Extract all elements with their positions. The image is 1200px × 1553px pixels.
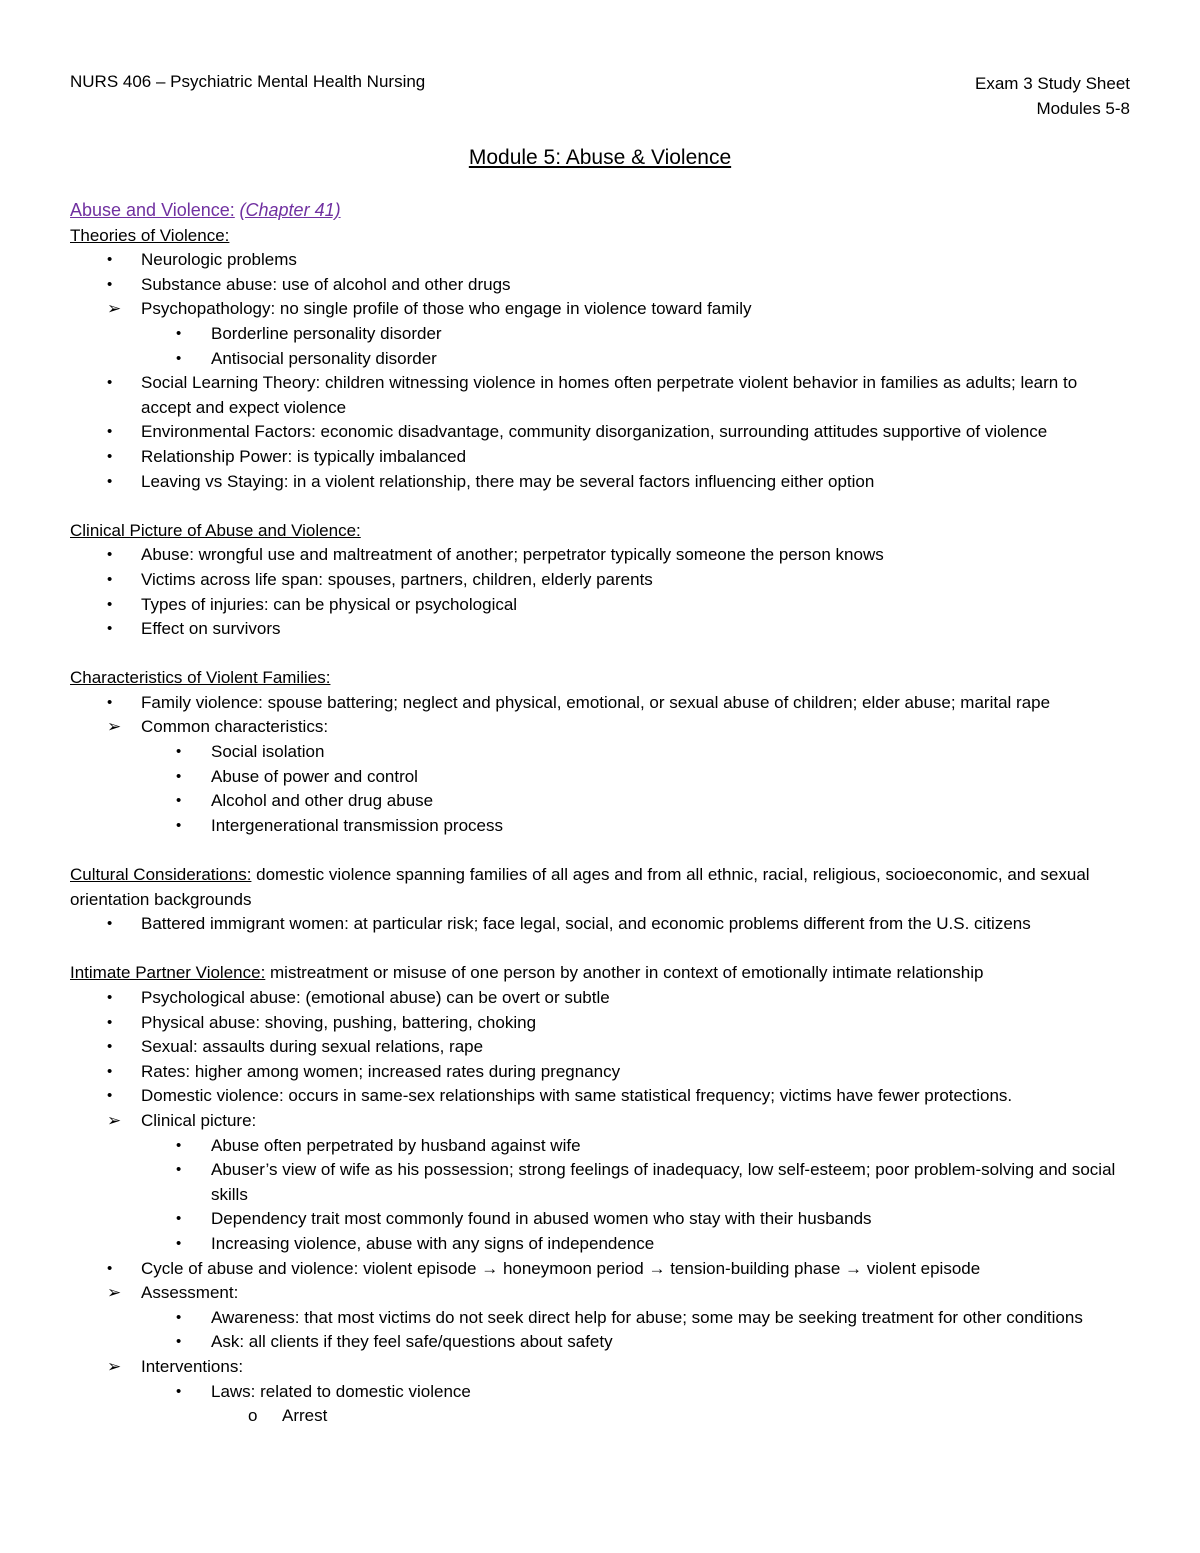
list-item: • Psychological abuse: (emotional abuse) can be overt or subtle [70,986,1130,1011]
bullet-icon: • [107,1259,113,1277]
spacer [70,937,1130,962]
list-item: • Family violence: spouse battering; neglect and physical, emotional, or sexual abuse of children; elder abuse; marital rape [70,691,1130,716]
bullet-icon: • [107,447,113,465]
section-heading [70,198,1130,224]
arrow-bullet-icon: ➢ [107,1356,122,1376]
bullet-icon: • [176,1234,182,1252]
course-title: NURS 406 – Psychiatric Mental Health Nursing [70,72,426,91]
list-item: • Substance abuse: use of alcohol and other drugs [70,273,1130,298]
bullet-icon: • [176,1333,182,1351]
bullet-icon: • [107,693,113,711]
bullet-icon: • [176,1136,182,1154]
list-item: • Awareness: that most victims do not seek direct help for abuse; some may be seeking treatment for other conditions [70,1306,1130,1331]
bullet-icon: • [176,1161,182,1179]
sheet-title: Exam 3 Study Sheet [975,74,1130,93]
section-title: Abuse and Violence: [70,200,235,220]
arrow-bullet-icon: ➢ [107,1110,122,1130]
bullet-icon: • [107,275,113,293]
module-title: Module 5: Abuse & Violence [468,146,732,169]
list-item: • Alcohol and other drug abuse [70,789,1130,814]
bullet-icon: • [176,743,182,761]
arrow-bullet-icon: ➢ [107,299,122,319]
bullet-icon: • [107,570,113,588]
bullet-icon: • [176,816,182,834]
list-item: • Increasing violence, abuse with any signs of independence [70,1232,1130,1257]
list-item: • Abuse: wrongful use and maltreatment of another; perpetrator typically someone the person knows [70,543,1130,568]
list-item: ➢ Common characteristics: [70,715,1130,740]
list-item: • Environmental Factors: economic disadvantage, community disorganization, surrounding attitudes supportive of violence [70,420,1130,445]
arrow-bullet-icon: ➢ [107,717,122,737]
bullet-icon: • [176,349,182,367]
section-title: Intimate Partner Violence: [70,963,266,983]
bullet-icon: • [176,324,182,342]
list-item: • Domestic violence: occurs in same-sex relationships with same statistical frequency; victims have fewer protections. [70,1084,1130,1109]
list-item: • Antisocial personality disorder [70,347,1130,372]
list-item: • Neurologic problems [70,248,1130,273]
header-right [975,72,1130,121]
spacer [70,838,1130,863]
list-item: • Rates: higher among women; increased rates during pregnancy [70,1060,1130,1085]
list-item: ➢ Interventions: [70,1355,1130,1380]
bullet-icon: • [107,1087,113,1105]
bullet-icon: • [176,767,182,785]
list-item: • Abuse of power and control [70,765,1130,790]
section-paragraph [70,863,1130,912]
section-text: domestic violence spanning families of all ages and from all ethnic, racial, religious, socioeconomic, and sexual orientation backgrounds [70,865,1090,909]
list-item: • Borderline personality disorder [70,322,1130,347]
bullet-icon: • [107,1013,113,1031]
list-item: • Battered immigrant women: at particular risk; face legal, social, and economic problems different from the U.S. citizens [70,912,1130,937]
spacer [70,494,1130,519]
list-item: • Social isolation [70,740,1130,765]
section-paragraph [70,961,1130,986]
section-title: Cultural Considerations: [70,865,252,885]
list-item: • Types of injuries: can be physical or psychological [70,593,1130,618]
list-item: o Arrest [70,1404,1130,1429]
list-item: • Abuse often perpetrated by husband against wife [70,1134,1130,1159]
arrow-bullet-icon: ➢ [107,1283,122,1303]
chapter-ref: (Chapter 41) [239,200,341,220]
list-item: ➢ Psychopathology: no single profile of those who engage in violence toward family [70,297,1130,322]
modules-range: Modules 5-8 [1036,98,1130,118]
bullet-icon: • [107,915,113,933]
list-item: • Laws: related to domestic violence [70,1380,1130,1405]
bullet-icon: • [107,595,113,613]
bullet-icon: • [176,792,182,810]
bullet-icon: • [107,1038,113,1056]
list-item: • Cycle of abuse and violence: violent episode → honeymoon period → tension-building phase → violent episode [70,1257,1130,1282]
list-item: • Relationship Power: is typically imbalanced [70,445,1130,470]
section-title: Clinical Picture of Abuse and Violence: [70,520,361,540]
bullet-icon: • [107,1062,113,1080]
list-item: • Victims across life span: spouses, partners, children, elderly parents [70,568,1130,593]
list-item: • Intergenerational transmission process [70,814,1130,839]
circle-bullet-icon: o [248,1406,258,1426]
bullet-icon: • [107,472,113,490]
list-item: • Sexual: assaults during sexual relations, rape [70,1035,1130,1060]
list-item: • Physical abuse: shoving, pushing, battering, choking [70,1011,1130,1036]
bullet-icon: • [176,1382,182,1400]
spacer [70,642,1130,667]
list-item: ➢ Assessment: [70,1281,1130,1306]
bullet-icon: • [176,1308,182,1326]
list-item: • Effect on survivors [70,617,1130,642]
bullet-icon: • [107,423,113,441]
subsection-title: Theories of Violence: [70,225,230,245]
bullet-icon: • [107,546,113,564]
bullet-icon: • [176,1210,182,1228]
bullet-icon: • [107,251,113,269]
list-item: • Abuser’s view of wife as his possession; strong feelings of inadequacy, low self-esteem; poor problem-solving and social skills [176,1160,1116,1204]
bullet-icon: • [107,374,113,392]
section-title: Characteristics of Violent Families: [70,668,331,688]
list-item: ➢ Clinical picture: [70,1109,1130,1134]
list-item: • Social Learning Theory: children witnessing violence in homes often perpetrate violent behavior in families as adults; learn to accept and expect violence [107,373,1078,417]
list-item: • Dependency trait most commonly found in abused women who stay with their husbands [70,1207,1130,1232]
list-item: • Ask: all clients if they feel safe/questions about safety [70,1330,1130,1355]
list-item: • Leaving vs Staying: in a violent relationship, there may be several factors influencing either option [70,470,1130,495]
page-header [70,72,1130,120]
bullet-icon: • [107,989,113,1006]
bullet-icon: • [107,620,113,638]
document-body [70,198,1130,1429]
section-text: mistreatment or misuse of one person by another in context of emotionally intimate relationship [265,963,984,983]
